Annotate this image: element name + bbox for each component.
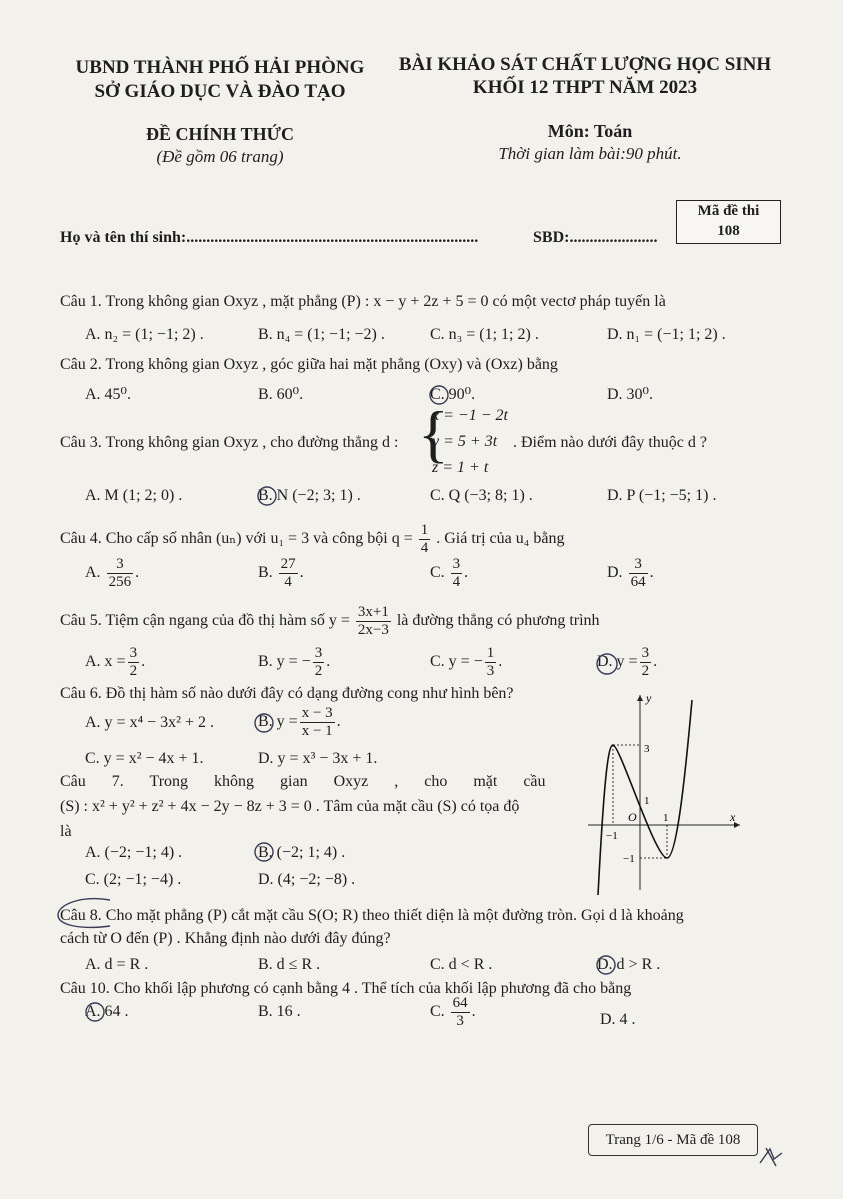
q4-option-c[interactable]: C. $\frac{3}{4}$ . — [430, 556, 469, 590]
graph-tick-y-neg1: −1 — [623, 853, 635, 865]
q2-stem: Câu 2. Trong không gian Oxyz , góc giữa hai mặt phẳng (Oxy) và (Oxz) bằng — [60, 356, 558, 373]
q4-ratio-fraction: $\frac{1}{4}$ — [420, 522, 429, 556]
q5-stem — [60, 604, 600, 639]
exam-code-box — [676, 200, 781, 244]
q3-system-line1: x = −1 − 2t — [432, 407, 508, 424]
q7-option-c[interactable]: C. (2; −1; −4) . — [85, 871, 182, 888]
time-label: Thời gian làm bài:90 phút. — [498, 144, 682, 163]
q2-option-b[interactable]: B. 60⁰. — [258, 386, 304, 403]
header-left-line2: SỞ GIÁO DỤC VÀ ĐÀO TẠO — [94, 81, 346, 102]
q7-option-a[interactable]: A. (−2; −1; 4) . — [85, 844, 183, 861]
q3-option-d[interactable]: D. P (−1; −5; 1) . — [607, 487, 717, 504]
q4-option-d[interactable]: D. $\frac{3}{64}$ . — [607, 556, 654, 590]
q6-option-d[interactable]: D. y = x³ − 3x + 1. — [258, 750, 378, 767]
page-footer: Trang 1/6 - Mã đề 108 — [588, 1124, 758, 1156]
y-axis-arrow-icon — [637, 695, 643, 701]
header-left-line1: UBND THÀNH PHỐ HẢI PHÒNG — [75, 57, 365, 78]
graph-tick-y3: 3 — [644, 743, 650, 755]
q5-option-a[interactable]: A. x = $\frac{3}{2}$ . — [85, 645, 146, 679]
q8-stem-line1: Câu 8. Cho mặt phẳng (P) cắt mặt cầu S(O; R) theo thiết diện là một đường tròn. Gọi d là khoảng — [60, 907, 684, 924]
q3-stem-pre: Câu 3. Trong không gian Oxyz , cho đường thẳng d : — [60, 434, 399, 451]
q2-option-c[interactable]: C. 90⁰. — [430, 386, 476, 403]
graph-x-label: x — [730, 810, 736, 824]
header-right-line2: KHỐI 12 THPT NĂM 2023 — [472, 77, 698, 98]
graph-origin-label: O — [628, 810, 637, 824]
sbd-field[interactable]: SBD:...................... — [533, 229, 658, 246]
cubic-graph — [560, 690, 750, 895]
q6-option-c[interactable]: C. y = x² − 4x + 1. — [85, 750, 204, 767]
graph-tick-x1: 1 — [663, 812, 669, 824]
q5-option-c[interactable]: C. y = − $\frac{1}{3}$ . — [430, 645, 503, 679]
pages-note: (Đề gồm 06 trang) — [156, 147, 284, 166]
graph-tick-x-neg1: −1 — [606, 830, 618, 842]
q10-option-c[interactable]: C. $\frac{64}{3}$ . — [430, 995, 476, 1029]
q8-stem-line2: cách từ O đến (P) . Khẳng định nào dưới đây đúng? — [60, 930, 391, 947]
q4-stem-pre: Câu 4. Cho cấp số nhân (uₙ) với u₁ = 3 và công bội q = — [60, 530, 413, 548]
q7-stem-line1: Câu 7. Trong không gian Oxyz , cho mặt cầu — [60, 773, 546, 790]
q7-stem-line2: (S) : x² + y² + z² + 4x − 2y − 8z + 3 = 0 . Tâm của mặt cầu (S) có tọa độ — [60, 798, 520, 815]
q7-option-d[interactable]: D. (4; −2; −8) . — [258, 871, 356, 888]
q4-stem — [60, 522, 564, 557]
q10-option-d[interactable]: D. 4 . — [600, 1011, 636, 1028]
q4-stem-post: . Giá trị của u₄ bằng — [436, 530, 565, 548]
q10-stem: Câu 10. Cho khối lập phương có cạnh bằng 4 . Thể tích của khối lập phương đã cho bằng — [60, 980, 632, 997]
student-name-field[interactable]: Họ và tên thí sinh:......................................................................... — [60, 229, 479, 246]
q3-option-c[interactable]: C. Q (−3; 8; 1) . — [430, 487, 533, 504]
exam-code-label: Mã đề thi — [697, 203, 760, 219]
q4-option-a[interactable]: A. $\frac{3}{256}$ . — [85, 556, 140, 590]
q8-option-a[interactable]: A. d = R . — [85, 956, 149, 973]
pen-scribble-icon — [760, 1148, 782, 1166]
q5-function-fraction: $\frac{3x+1}{2x-3}$ — [357, 604, 389, 638]
q2-option-d[interactable]: D. 30⁰. — [607, 386, 653, 403]
q2-option-a[interactable]: A. 45⁰. — [85, 386, 131, 403]
q5-stem-pre: Câu 5. Tiệm cận ngang của đồ thị hàm số y = — [60, 612, 350, 630]
q3-stem-post: . Điểm nào dưới đây thuộc d ? — [513, 434, 707, 451]
q3-option-b[interactable]: B. N (−2; 3; 1) . — [258, 487, 361, 504]
q6-option-b[interactable]: B. y = $\frac{x - 3}{x - 1}$ . — [258, 705, 341, 739]
graph-y-label: y — [646, 691, 652, 705]
q7-option-b[interactable]: B. (−2; 1; 4) . — [258, 844, 346, 861]
q8-option-c[interactable]: C. d < R . — [430, 956, 493, 973]
header-right-line1: BÀI KHẢO SÁT CHẤT LƯỢNG HỌC SINH — [398, 54, 772, 75]
q8-option-d[interactable]: D. d > R . — [597, 956, 661, 973]
exam-code-value: 108 — [717, 223, 740, 239]
subject-label: Môn: Toán — [547, 121, 633, 141]
q10-option-b[interactable]: B. 16 . — [258, 1003, 301, 1020]
q3-system-line3: z = 1 + t — [432, 459, 489, 476]
graph-tick-y1: 1 — [644, 795, 650, 807]
q3-system-line2: y = 5 + 3t — [432, 433, 498, 450]
q3-brace: { — [418, 398, 449, 469]
q1-option-b[interactable]: B. n₄ = (1; −1; −2) . — [258, 326, 385, 343]
q10-option-a[interactable]: A. 64 . — [85, 1003, 129, 1020]
q6-stem: Câu 6. Đồ thị hàm số nào dưới đây có dạng đường cong như hình bên? — [60, 685, 514, 702]
q8-option-b[interactable]: B. d ≤ R . — [258, 956, 321, 973]
q4-option-b[interactable]: B. $\frac{27}{4}$ . — [258, 556, 304, 590]
q5-option-b[interactable]: B. y = − $\frac{3}{2}$ . — [258, 645, 331, 679]
q1-option-c[interactable]: C. n₃ = (1; 1; 2) . — [430, 326, 539, 343]
q5-option-d[interactable]: D. y = $\frac{3}{2}$ . — [597, 645, 658, 679]
official-label: ĐỀ CHÍNH THỨC — [145, 124, 295, 144]
q6-option-a[interactable]: A. y = x⁴ − 3x² + 2 . — [85, 714, 214, 731]
q5-stem-post: là đường thẳng có phương trình — [396, 612, 600, 630]
q3-option-a[interactable]: A. M (1; 2; 0) . — [85, 487, 183, 504]
q1-stem: Câu 1. Trong không gian Oxyz , mặt phẳng (P) : x − y + 2z + 5 = 0 có một vectơ pháp tuyến là — [60, 293, 666, 310]
q1-option-d[interactable]: D. n₁ = (−1; 1; 2) . — [607, 326, 726, 343]
q1-option-a[interactable]: A. n₂ = (1; −1; 2) . — [85, 326, 204, 343]
q7-stem-line3: là — [60, 823, 72, 840]
